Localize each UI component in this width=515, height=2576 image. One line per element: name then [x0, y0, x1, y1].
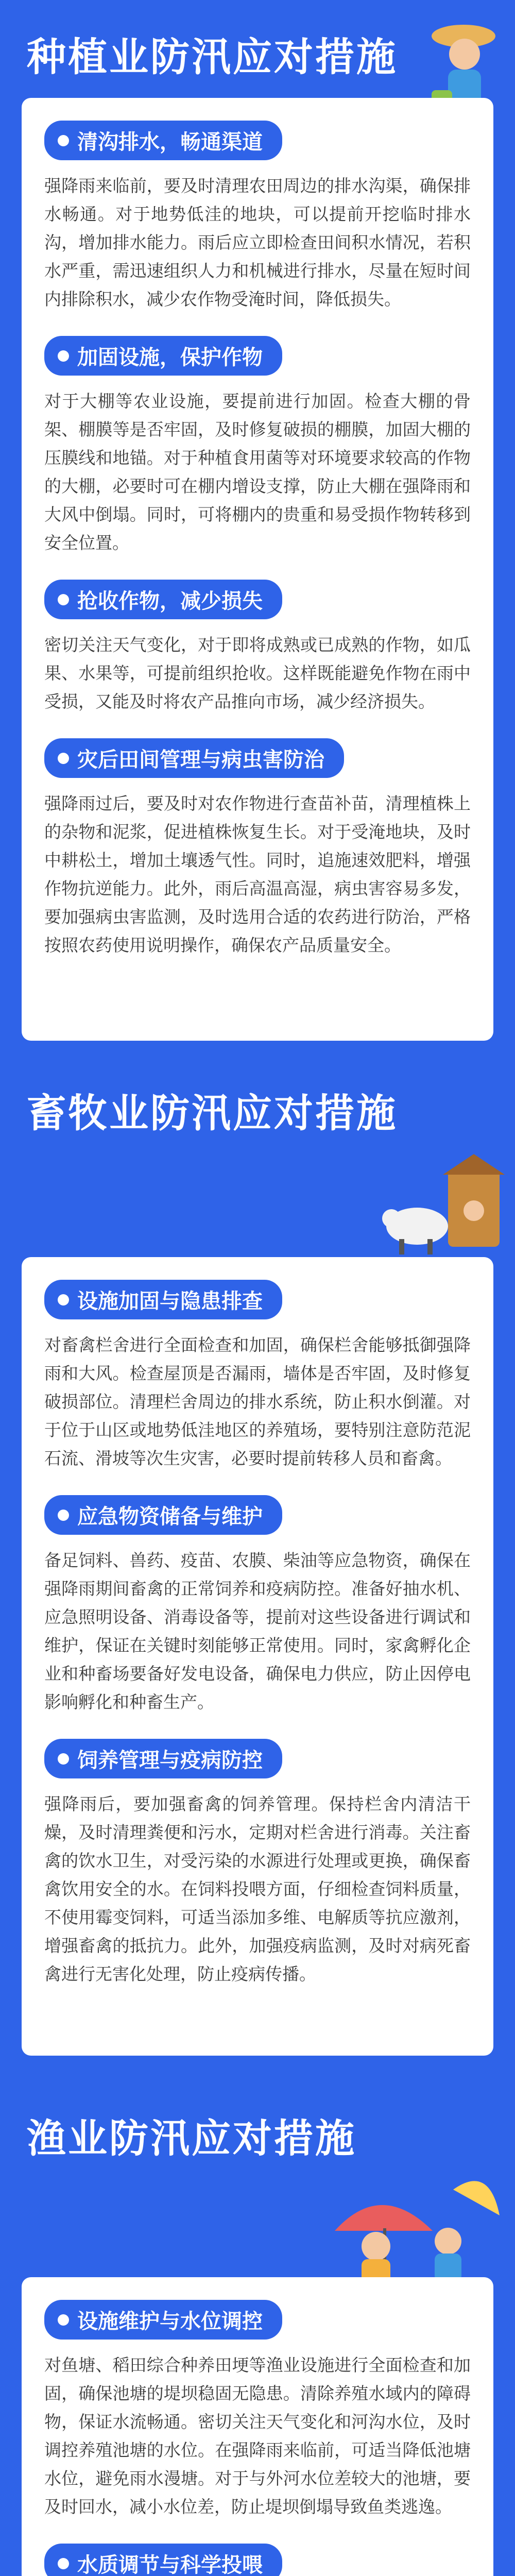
measure-heading: 加固设施，保护作物 [44, 336, 282, 376]
measure-item [44, 2521, 471, 2576]
measure-text: 对畜禽栏舍进行全面检查和加固，确保栏舍能够抵御强降雨和大风。检查屋顶是否漏雨，墙体是否牢固，及时修复破损部位。清理栏舍周边的排水系统，防止积水倒灌。对于位于山区或地势低洼地区的养殖场，要特别注意防范泥石流、滑坡等次生灾害，必要时提前转移人员和畜禽。 [44, 1335, 471, 1468]
measure-heading: 灾后田间管理与病虫害防治 [44, 738, 344, 778]
measure-heading: 应急物资储备与维护 [44, 1495, 282, 1535]
measure-heading: 设施加固与隐患排查 [44, 1280, 282, 1319]
measure-item [44, 716, 471, 959]
measure-heading: 饲养管理与疫病防控 [44, 1739, 282, 1778]
fishery-illustration [330, 2169, 505, 2287]
bullet-icon [58, 2314, 69, 2326]
measure-heading: 水质调节与科学投喂 [44, 2544, 282, 2576]
measure-text: 强降雨过后，要及时对农作物进行查苗补苗，清理植株上的杂物和泥浆，促进植株恢复生长。对于受淹地块，及时中耕松土，增加土壤透气性。同时，追施速效肥料，增强作物抗逆能力。此外，雨后高温高湿，病虫害容易多发，要加强病虫害监测，及时选用合适的农药进行防治，严格按照农药使用说明操作，确保农产品质量安全。 [44, 793, 471, 955]
bullet-icon [58, 1510, 69, 1521]
panel-planting [22, 98, 493, 1041]
measure-item [44, 98, 471, 313]
measure-item [44, 1472, 471, 1716]
bullet-icon [58, 2558, 69, 2569]
measure-text: 强降雨来临前，要及时清理农田周边的排水沟渠，确保排水畅通。对于地势低洼的地块，可以提前开挖临时排水沟，增加排水能力。雨后应立即检查田间积水情况，若积水严重，需迅速组织人力和机械进行排水，尽量在短时间内排除积水，减少农作物受淹时间，降低损失。 [44, 176, 471, 309]
measure-item [44, 557, 471, 716]
bullet-icon [58, 1753, 69, 1765]
livestock-illustration [371, 1154, 505, 1257]
bullet-icon [58, 350, 69, 362]
panel-livestock [22, 1257, 493, 2056]
measure-text: 强降雨后，要加强畜禽的饲养管理。保持栏舍内清洁干燥，及时清理粪便和污水，定期对栏舍进行消毒。关注畜禽的饮水卫生，对受污染的水源进行处理或更换，确保畜禽饮用安全的水。在饲料投喂方面，仔细检查饲料质量，不使用霉变饲料，可适当添加多维、电解质等抗应激剂，增强畜禽的抵抗力。此外，加强疫病监测，及时对病死畜禽进行无害化处理，防止疫病传播。 [44, 1794, 471, 1984]
bullet-icon [58, 1294, 69, 1306]
section-title-planting: 种植业防汛应对措施 [27, 34, 398, 80]
measure-heading: 抢收作物，减少损失 [44, 580, 282, 619]
measure-heading: 设施维护与水位调控 [44, 2300, 282, 2340]
panel-fishery [22, 2277, 493, 2576]
bullet-icon [58, 594, 69, 605]
measure-text: 密切关注天气变化，对于即将成熟或已成熟的作物，如瓜果、水果等，可提前组织抢收。这样既能避免作物在雨中受损，又能及时将农产品推向市场，减少经济损失。 [44, 635, 471, 711]
bullet-icon [58, 135, 69, 146]
measure-heading: 清沟排水，畅通渠道 [44, 121, 282, 160]
measure-text: 对鱼塘、稻田综合种养田埂等渔业设施进行全面检查和加固，确保池塘的堤坝稳固无隐患。清除养殖水域内的障碍物，保证水流畅通。密切关注天气变化和河沟水位，及时调控养殖池塘的水位。在强降雨来临前，可适当降低池塘水位，避免雨水漫塘。对于与外河水位差较大的池塘，要及时回水，减小水位差，防止堤坝倒塌导致鱼类逃逸。 [44, 2355, 471, 2517]
measure-text: 对于大棚等农业设施，要提前进行加固。检查大棚的骨架、棚膜等是否牢固，及时修复破损的棚膜，加固大棚的压膜线和地锚。对于种植食用菌等对环境要求较高的作物的大棚，必要时可在棚内增设支撑，防止大棚在强降雨和大风中倒塌。同时，可将棚内的贵重和易受损作物转移到安全位置。 [44, 391, 471, 553]
measure-item [44, 1257, 471, 1472]
section-title-livestock: 畜牧业防汛应对措施 [27, 1090, 398, 1136]
measure-item [44, 1716, 471, 1988]
measure-text: 备足饲料、兽药、疫苗、农膜、柴油等应急物资，确保在强降雨期间畜禽的正常饲养和疫病防控。准备好抽水机、应急照明设备、消毒设备等，提前对这些设备进行调试和维护，保证在关键时刻能够正常使用。同时，家禽孵化企业和种畜场要备好发电设备，确保电力供应，防止因停电影响孵化和种畜生产。 [44, 1550, 471, 1712]
section-title-fishery: 渔业防汛应对措施 [27, 2115, 356, 2161]
measure-item [44, 2277, 471, 2521]
measure-item [44, 313, 471, 557]
bullet-icon [58, 753, 69, 764]
